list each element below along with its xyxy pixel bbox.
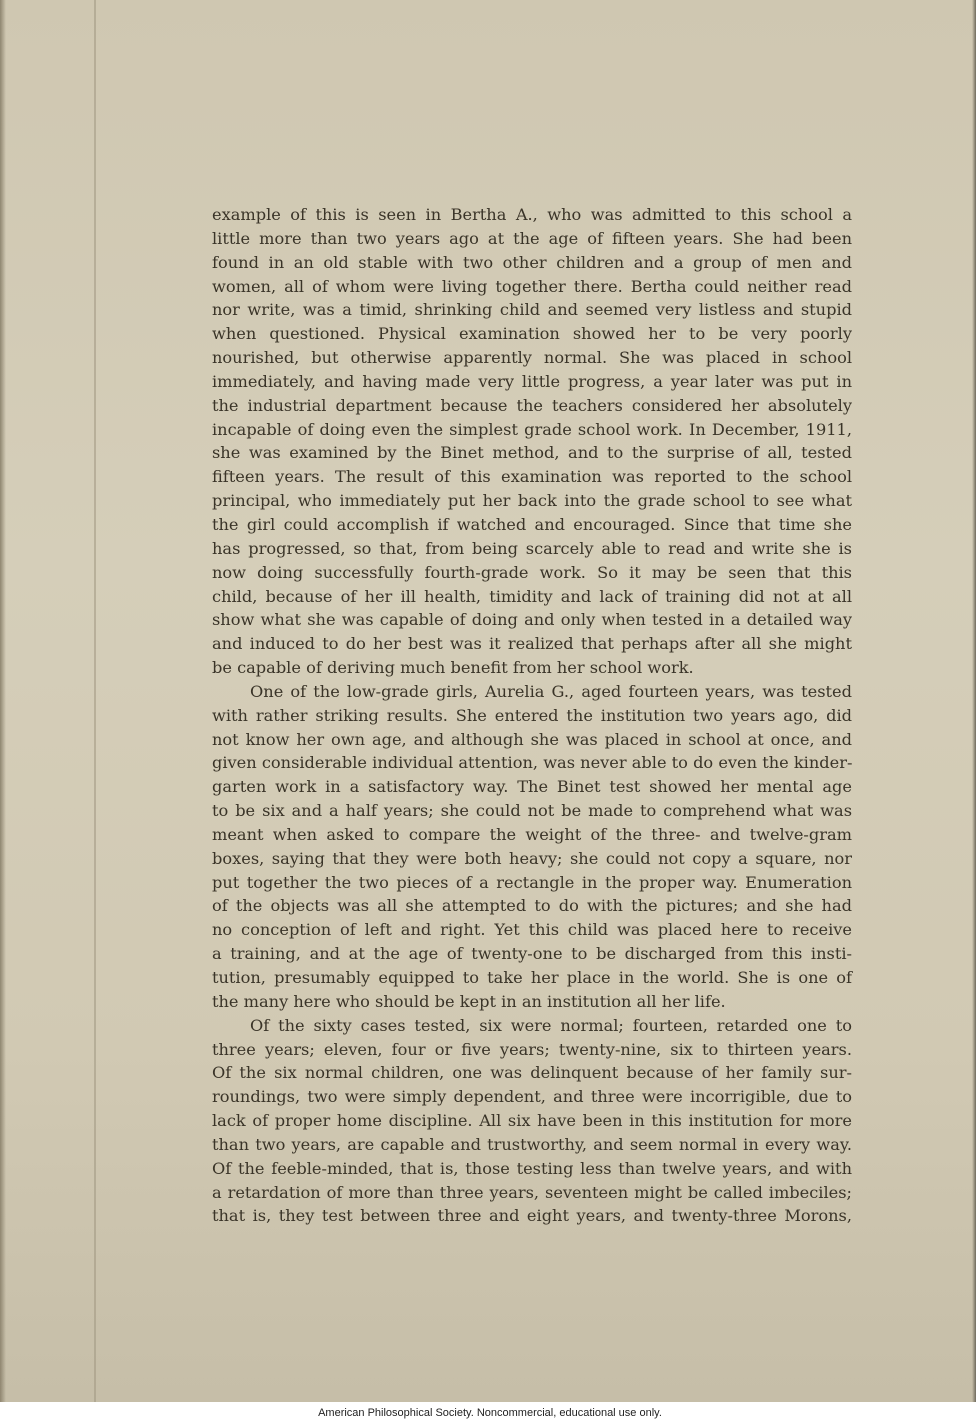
text-line: the industrial department because the teachers considered her absolutely — [212, 395, 852, 415]
text-line: Of the six normal children, one was delinquent because of her family sur- — [212, 1063, 852, 1083]
text-line: nourished, but otherwise apparently normal. She was placed in school — [212, 348, 852, 368]
paragraph — [212, 203, 852, 680]
text-line: little more than two years ago at the age of fifteen years. She had been — [212, 228, 852, 248]
text-line: Of the sixty cases tested, six were normal; fourteen, retarded one to — [250, 1015, 852, 1035]
text-line: that is, they test between three and eight years, and twenty-three Morons, — [212, 1206, 852, 1226]
text-line: not know her own age, and although she was placed in school at once, and — [212, 729, 852, 749]
text-line: has progressed, so that, from being scarcely able to read and write she is — [212, 538, 852, 558]
text-line: tution, presumably equipped to take her place in the world. She is one of — [212, 968, 852, 987]
text-line: the many here who should be kept in an institution all her life. — [212, 991, 726, 1011]
page-right-edge — [972, 0, 976, 1402]
text-line: a training, and at the age of twenty-one to be discharged from this insti- — [212, 944, 852, 964]
paragraph — [212, 1014, 852, 1229]
text-line: three years; eleven, four or five years; twenty-nine, six to thirteen years. — [212, 1039, 852, 1059]
text-line: with rather striking results. She entered the institution two years ago, did — [212, 705, 852, 725]
text-line: incapable of doing even the simplest grade school work. In December, 1911, — [212, 419, 852, 439]
text-line: and induced to do her best was it realized that perhaps after all she might — [212, 634, 852, 654]
text-line: a retardation of more than three years, seventeen might be called imbeciles; — [212, 1182, 852, 1202]
footer-credit: American Philosophical Society. Noncommercial, educational use only. — [0, 1404, 980, 1422]
text-line: nor write, was a timid, shrinking child and seemed very listless and stupid — [212, 300, 852, 320]
text-line: now doing successfully fourth-grade work. So it may be seen that this — [212, 562, 852, 582]
text-line: child, because of her ill health, timidity and lack of training did not at all — [212, 586, 852, 606]
text-line: fifteen years. The result of this examination was reported to the school — [212, 467, 852, 487]
text-line: lack of proper home discipline. All six have been in this institution for more — [212, 1111, 852, 1131]
text-line: principal, who immediately put her back into the grade school to see what — [212, 491, 852, 511]
text-line: immediately, and having made very little progress, a year later was put in — [212, 371, 852, 391]
text-line: no conception of left and right. Yet this child was placed here to receive — [212, 920, 852, 940]
text-line: meant when asked to compare the weight of the three- and twelve-gram — [212, 824, 852, 844]
text-line: show what she was capable of doing and only when tested in a detailed way — [212, 610, 852, 630]
text-line: boxes, saying that they were both heavy; she could not copy a square, nor — [212, 848, 852, 868]
paragraph — [212, 680, 852, 1014]
text-line: example of this is seen in Bertha A., who was admitted to this school a — [212, 205, 852, 224]
text-line: put together the two pieces of a rectangle in the proper way. Enumeration — [212, 872, 852, 892]
text-line: roundings, two were simply dependent, and three were incorrigible, due to — [212, 1087, 852, 1107]
text-line: than two years, are capable and trustworthy, and seem normal in every way. — [212, 1134, 852, 1154]
text-line: found in an old stable with two other children and a group of men and — [212, 252, 852, 272]
page-fold-line — [94, 0, 96, 1402]
text-line: when questioned. Physical examination showed her to be very poorly — [212, 324, 852, 344]
text-line: to be six and a half years; she could not be made to comprehend what was — [212, 801, 852, 821]
text-line: given considerable individual attention, was never able to do even the kinder- — [212, 753, 853, 773]
text-line: Of the feeble-minded, that is, those testing less than twelve years, and with — [212, 1158, 852, 1178]
text-line: One of the low-grade girls, Aurelia G., aged fourteen years, was tested — [250, 681, 852, 701]
page-left-shadow — [0, 0, 6, 1402]
body-text — [212, 203, 852, 1228]
text-line: the girl could accomplish if watched and encouraged. Since that time she — [212, 514, 852, 534]
text-line: garten work in a satisfactory way. The Binet test showed her mental age — [212, 777, 852, 797]
text-line: of the objects was all she attempted to do with the pictures; and she had — [212, 896, 852, 916]
text-line: be capable of deriving much benefit from her school work. — [212, 658, 694, 678]
text-line: she was examined by the Binet method, and to the surprise of all, tested — [212, 443, 852, 463]
text-line: women, all of whom were living together there. Bertha could neither read — [212, 276, 852, 296]
